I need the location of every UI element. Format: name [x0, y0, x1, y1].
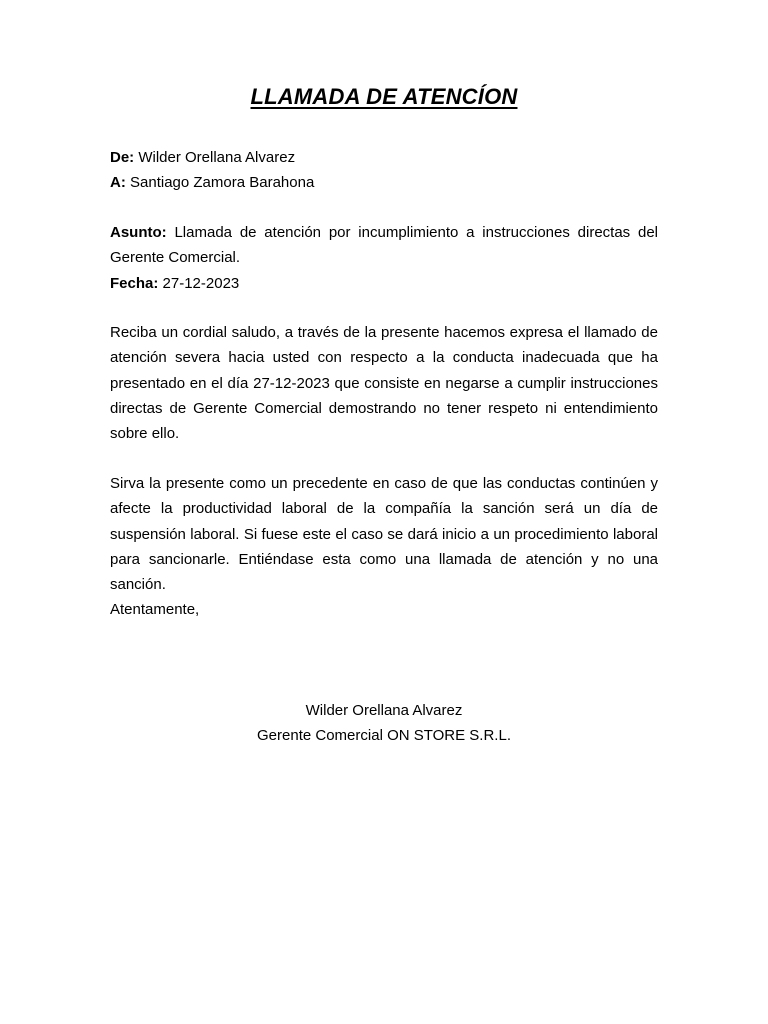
date-label: Fecha:	[110, 274, 159, 292]
body-paragraph-2: Sirva la presente como un precedente en caso de que las conductas continúen y afecte la productividad laboral de la compañía la sanción será un día de suspensión laboral. Si fuese este el caso se dará inicio a un procedimiento laboral para sancionarle. Entiéndase esta como una llamada de atención y no una sanción.	[110, 475, 658, 594]
subject-block	[110, 220, 658, 296]
subject-line	[110, 220, 658, 271]
date-value: 27-12-2023	[162, 274, 240, 292]
signature-block	[0, 698, 768, 749]
document-title: LLAMADA DE ATENCÍON	[250, 84, 518, 109]
closing-text: Atentamente,	[110, 601, 200, 619]
from-label: De:	[110, 149, 135, 166]
subject-label: Asunto:	[110, 224, 167, 241]
to-value: Santiago Zamora Barahona	[130, 174, 315, 192]
body-paragraph-1: Reciba un cordial saludo, a través de la presente hacemos expresa el llamado de atención severa hacia usted con respecto a la conducta inadecuada que ha presentado en el día 27-12-2023 que consiste en negarse a cumplir instrucciones directas de Gerente Comercial demostrando no tener respeto ni entendimiento sobre ello.	[110, 324, 658, 443]
date-line	[110, 271, 658, 296]
body-paragraph-2-block	[110, 471, 658, 623]
from-value: Wilder Orellana Alvarez	[138, 149, 296, 166]
to-label: A:	[110, 174, 126, 192]
signer-name: Wilder Orellana Alvarez	[305, 702, 463, 719]
from-line	[110, 145, 658, 170]
to-line	[110, 170, 658, 195]
header-fields	[110, 145, 658, 196]
subject-value: Llamada de atención por incumplimiento a instrucciones directas del Gerente Comercial.	[110, 224, 658, 267]
signer-title: Gerente Comercial ON STORE S.R.L.	[257, 727, 511, 745]
